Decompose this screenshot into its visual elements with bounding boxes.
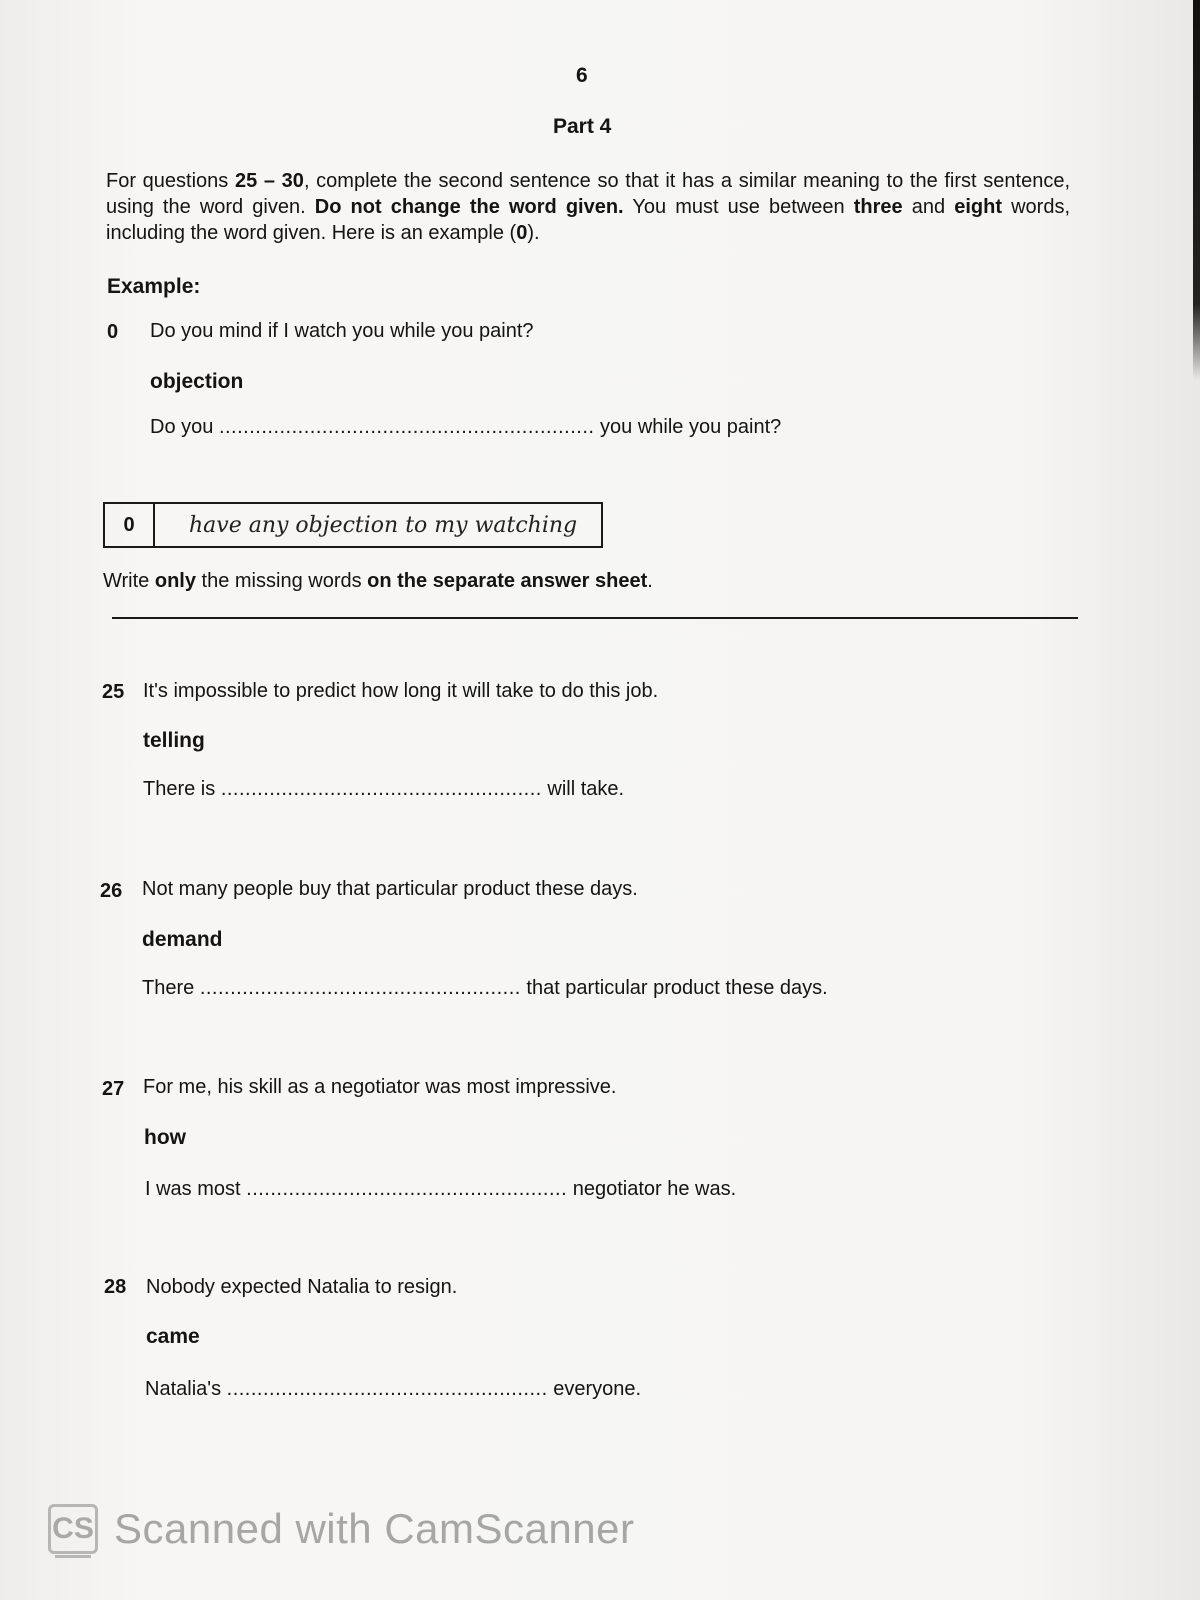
question-key-word: how [144,1126,186,1149]
question-end: everyone. [553,1378,642,1400]
example-box-answer: have any objection to my watching [189,512,578,538]
question-number: 27 [102,1078,125,1100]
part-title: Part 4 [553,115,612,138]
question-transform-line [143,778,624,801]
write-only-emphasis: only [154,570,196,592]
question-transform-line [142,977,828,1000]
example-gap: .............................................................. [218,416,595,438]
instructions [106,168,1070,246]
question-transform-line [145,1378,641,1401]
question-start: There [142,977,195,999]
answer-gap: ..................................................... [220,778,542,800]
question-start: Natalia's [145,1378,222,1400]
example-transform-line [150,416,781,439]
question-number: 26 [100,880,123,902]
page-edge-shadow [1193,0,1200,380]
question-end: that particular product these days. [526,977,828,999]
instructions-emphasis: eight [954,196,1002,218]
question-sentence: Nobody expected Natalia to resign. [146,1276,458,1298]
question-number: 25 [102,681,125,703]
question-transform-line [145,1178,736,1201]
example-key-word: objection [150,370,244,393]
question-end: negotiator he was. [572,1178,737,1200]
watermark-text: Scanned with CamScanner [114,1505,635,1552]
example-box-number: 0 [105,504,155,546]
example-number: 0 [107,321,119,343]
example-answer-box [103,502,603,548]
question-sentence: Not many people buy that particular product these days. [142,878,638,900]
page-number: 6 [576,64,588,87]
question-key-word: telling [143,729,205,752]
instructions-emphasis: three [853,196,903,218]
write-only-instruction [103,570,653,593]
instructions-text: ). [527,222,540,244]
camscanner-watermark [48,1504,634,1554]
camscanner-logo-icon: CS [48,1504,98,1554]
write-only-emphasis: on the separate answer sheet [367,570,648,592]
example-label: Example: [107,275,201,298]
answer-gap: ..................................................... [246,1178,568,1200]
write-only-text: the missing words [195,570,368,592]
question-key-word: demand [142,928,223,951]
instructions-emphasis: Do not change the word given. [314,196,624,218]
instructions-text: words, including the word given. Here is an example ( [106,196,1070,244]
instructions-text: and [902,196,955,218]
question-number: 28 [104,1276,127,1298]
question-end: will take. [547,778,625,800]
instructions-emphasis: 0 [516,222,528,244]
example-end: you while you paint? [600,416,782,438]
answer-gap: ..................................................... [199,977,521,999]
write-only-text: . [647,570,653,592]
instructions-text: You must use between [623,196,854,218]
instructions-text: , complete the second sentence so that it has a similar meaning to the first sentence, using the word given. [106,170,1070,218]
instructions-text: For questions [106,170,235,192]
example-sentence: Do you mind if I watch you while you paint? [150,320,534,342]
question-key-word: came [146,1325,200,1348]
question-start: There is [143,778,216,800]
question-sentence: It's impossible to predict how long it will take to do this job. [143,680,659,702]
example-start: Do you [150,416,214,438]
instructions-range: 25 – 30 [234,170,304,192]
section-divider [112,617,1078,619]
question-sentence: For me, his skill as a negotiator was most impressive. [143,1076,617,1098]
question-start: I was most [145,1178,241,1200]
answer-gap: ..................................................... [226,1378,548,1400]
write-only-text: Write [103,570,155,592]
